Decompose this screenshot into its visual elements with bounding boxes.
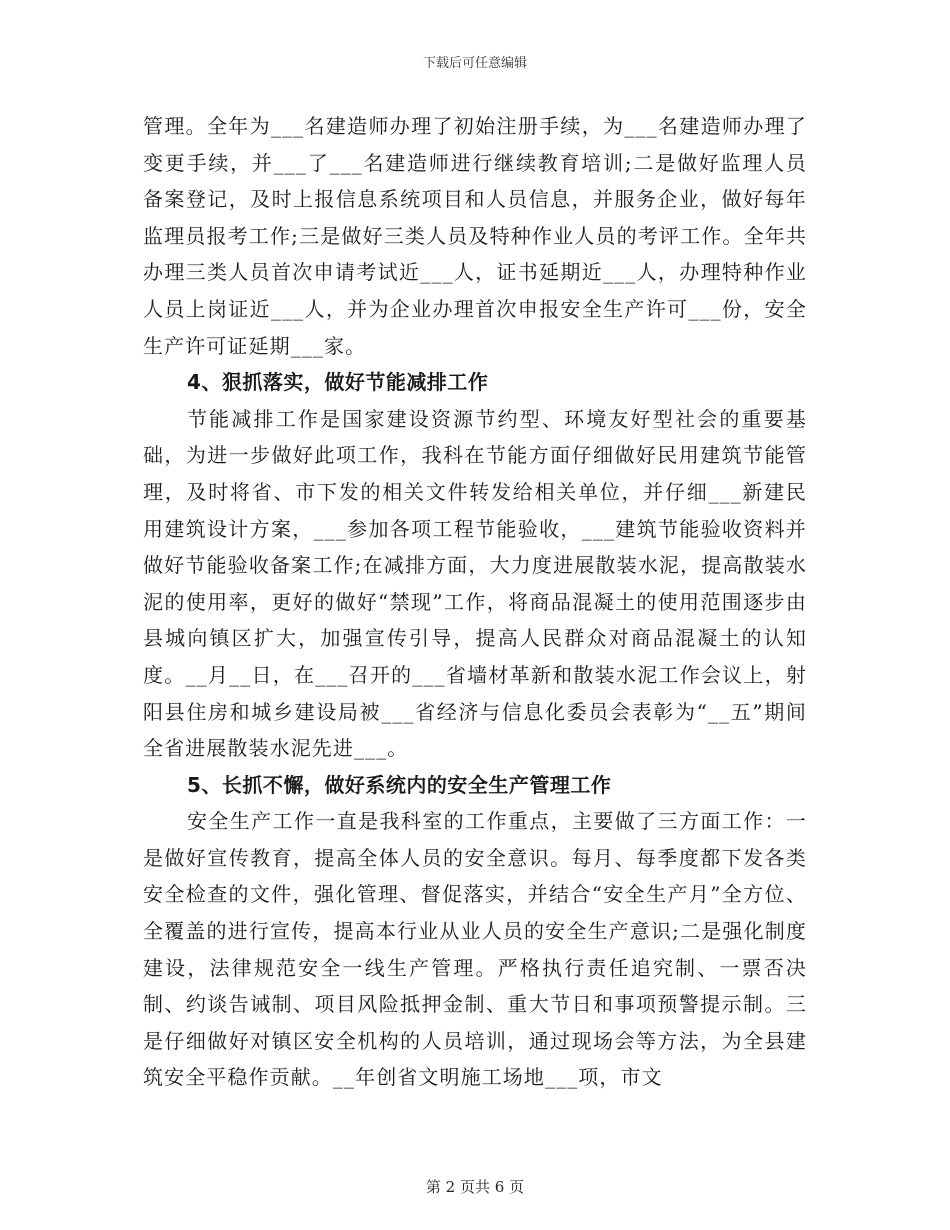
section-heading-4: 4、狠抓落实，做好节能减排工作 [187,370,489,395]
page-footer: 第 2 页共 6 页 [425,1178,525,1196]
paragraph-registration: 管理。全年为___名建造师办理了初始注册手续，为___名建造师办理了变更手续，并___了___名建造师进行继续教育培训;二是做好监理人员备案登记，及时上报信息系统项目和人员信息，并服务企业，做好每年监理员报考工作;三是做好三类人员及特种作业人员的考评工作。全年共办理三类人员首次申请考试近___人，证书延期近___人，办理特种作业人员上岗证近___人，并为企业办理首次申报安全生产许可___份，安全生产许可证延期___家。 [143,114,807,358]
paragraph-energy-saving: 节能减排工作是国家建设资源节约型、环境友好型社会的重要基础，为进一步做好此项工作，我科在节能方面仔细做好民用建筑节能管理，及时将省、市下发的相关文件转发给相关单位，并仔细___新建民用建筑设计方案，___参加各项工程节能验收，___建筑节能验收资料并做好节能验收备案工作;在减排方面，大力度进展散装水泥，提高散装水泥的使用率，更好的做好“禁现”工作，将商品混凝土的使用范围逐步由县城向镇区扩大，加强宣传引导，提高人民群众对商品混凝土的认知度。__月__日，在___召开的___省墙材革新和散装水泥工作会议上，射阳县住房和城乡建设局被___省经济与信息化委员会表彰为“__五”期间全省进展散装水泥先进___。 [143,406,807,761]
document-body [143,108,807,1096]
section-heading-5: 5、长抓不懈，做好系统内的安全生产管理工作 [187,772,612,797]
paragraph-safety-production: 安全生产工作一直是我科室的工作重点，主要做了三方面工作：一是做好宣传教育，提高全体人员的安全意识。每月、每季度都下发各类安全检查的文件，强化管理、督促落实，并结合“安全生产月”全方位、全覆盖的进行宣传，提高本行业从业人员的安全生产意识;二是强化制度建设，法律规范安全一线生产管理。严格执行责任追究制、一票否决制、约谈告诫制、项目风险抵押金制、重大节日和事项预警提示制。三是仔细做好对镇区安全机构的人员培训，通过现场会等方法，为全县建筑安全平稳作贡献。__年创省文明施工场地___项，市文 [143,809,807,1090]
page-header: 下载后可任意编辑 [422,56,527,71]
